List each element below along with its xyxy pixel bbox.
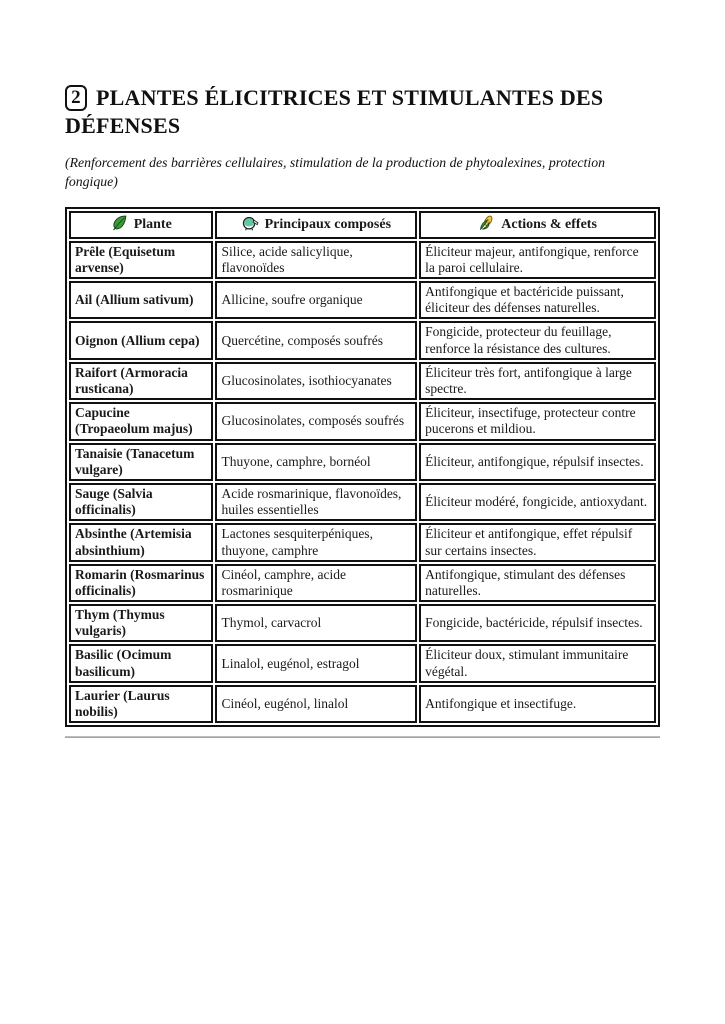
cell-plante: Raifort (Armoracia rusticana): [69, 362, 213, 400]
cell-actions: Éliciteur, antifongique, répulsif insectes.: [419, 443, 656, 481]
cell-actions: Éliciteur doux, stimulant immunitaire végétal.: [419, 644, 656, 682]
page-subtitle: (Renforcement des barrières cellulaires, stimulation de la production de phytoalexines, protection fongique): [65, 155, 606, 189]
cell-composes: Cinéol, camphre, acide rosmarinique: [215, 564, 417, 602]
table-row: [69, 321, 656, 359]
page-title-text: PLANTES ÉLICITRICES ET STIMULANTES DES DÉFENSES: [65, 85, 604, 139]
table-row: [69, 483, 656, 521]
cell-actions: Éliciteur modéré, fongicide, antioxydant.: [419, 483, 656, 521]
cell-composes: Silice, acide salicylique, flavonoïdes: [215, 241, 417, 279]
cell-plante: Thym (Thymus vulgaris): [69, 604, 213, 642]
bottom-divider: [65, 736, 660, 738]
cell-actions: Antifongique et bactéricide puissant, éliciteur des défenses naturelles.: [419, 281, 656, 319]
cell-plante: Capucine (Tropaeolum majus): [69, 402, 213, 440]
cell-plante: Prêle (Equisetum arvense): [69, 241, 213, 279]
cell-plante: Romarin (Rosmarinus officinalis): [69, 564, 213, 602]
table-header-row: [69, 211, 656, 239]
table-row: [69, 443, 656, 481]
table-row: [69, 644, 656, 682]
alembic-icon: [242, 214, 259, 236]
table-row: [69, 523, 656, 561]
cell-composes: Quercétine, composés soufrés: [215, 321, 417, 359]
table-row: [69, 241, 656, 279]
document-page: [65, 84, 660, 738]
cell-composes: Glucosinolates, isothiocyanates: [215, 362, 417, 400]
column-header-label: Plante: [133, 216, 172, 232]
leaf-icon: [111, 214, 128, 236]
cell-actions: Éliciteur majeur, antifongique, renforce la paroi cellulaire.: [419, 241, 656, 279]
cell-actions: Éliciteur, insectifuge, protecteur contre pucerons et mildiou.: [419, 402, 656, 440]
cell-composes: Allicine, soufre organique: [215, 281, 417, 319]
corn-plant-icon: [478, 214, 495, 236]
cell-plante: Absinthe (Artemisia absinthium): [69, 523, 213, 561]
cell-actions: Antifongique, stimulant des défenses naturelles.: [419, 564, 656, 602]
cell-composes: Linalol, eugénol, estragol: [215, 644, 417, 682]
cell-plante: Basilic (Ocimum basilicum): [69, 644, 213, 682]
plants-table-body: [69, 241, 656, 724]
cell-composes: Lactones sesquiterpéniques, thuyone, camphre: [215, 523, 417, 561]
cell-composes: Cinéol, eugénol, linalol: [215, 685, 417, 723]
cell-actions: Antifongique et insectifuge.: [419, 685, 656, 723]
cell-composes: Acide rosmarinique, flavonoïdes, huiles essentielles: [215, 483, 417, 521]
column-header-composes: [215, 211, 417, 239]
cell-composes: Thuyone, camphre, bornéol: [215, 443, 417, 481]
cell-plante: Laurier (Laurus nobilis): [69, 685, 213, 723]
cell-composes: Thymol, carvacrol: [215, 604, 417, 642]
table-row: [69, 564, 656, 602]
cell-actions: Fongicide, protecteur du feuillage, renforce la résistance des cultures.: [419, 321, 656, 359]
table-row: [69, 402, 656, 440]
table-row: [69, 685, 656, 723]
cell-plante: Ail (Allium sativum): [69, 281, 213, 319]
table-row: [69, 362, 656, 400]
cell-actions: Éliciteur très fort, antifongique à large spectre.: [419, 362, 656, 400]
page-title: [65, 84, 660, 140]
column-header-actions: [419, 211, 656, 239]
cell-actions: Fongicide, bactéricide, répulsif insectes.: [419, 604, 656, 642]
cell-plante: Tanaisie (Tanacetum vulgare): [69, 443, 213, 481]
table-row: [69, 281, 656, 319]
table-row: [69, 604, 656, 642]
column-header-label: Principaux composés: [264, 216, 392, 232]
column-header-label: Actions & effets: [501, 216, 597, 232]
column-header-plante: [69, 211, 213, 239]
cell-composes: Glucosinolates, composés soufrés: [215, 402, 417, 440]
section-number-badge: 2: [65, 85, 87, 111]
cell-actions: Éliciteur et antifongique, effet répulsif sur certains insectes.: [419, 523, 656, 561]
cell-plante: Oignon (Allium cepa): [69, 321, 213, 359]
plants-table: [65, 207, 660, 728]
cell-plante: Sauge (Salvia officinalis): [69, 483, 213, 521]
